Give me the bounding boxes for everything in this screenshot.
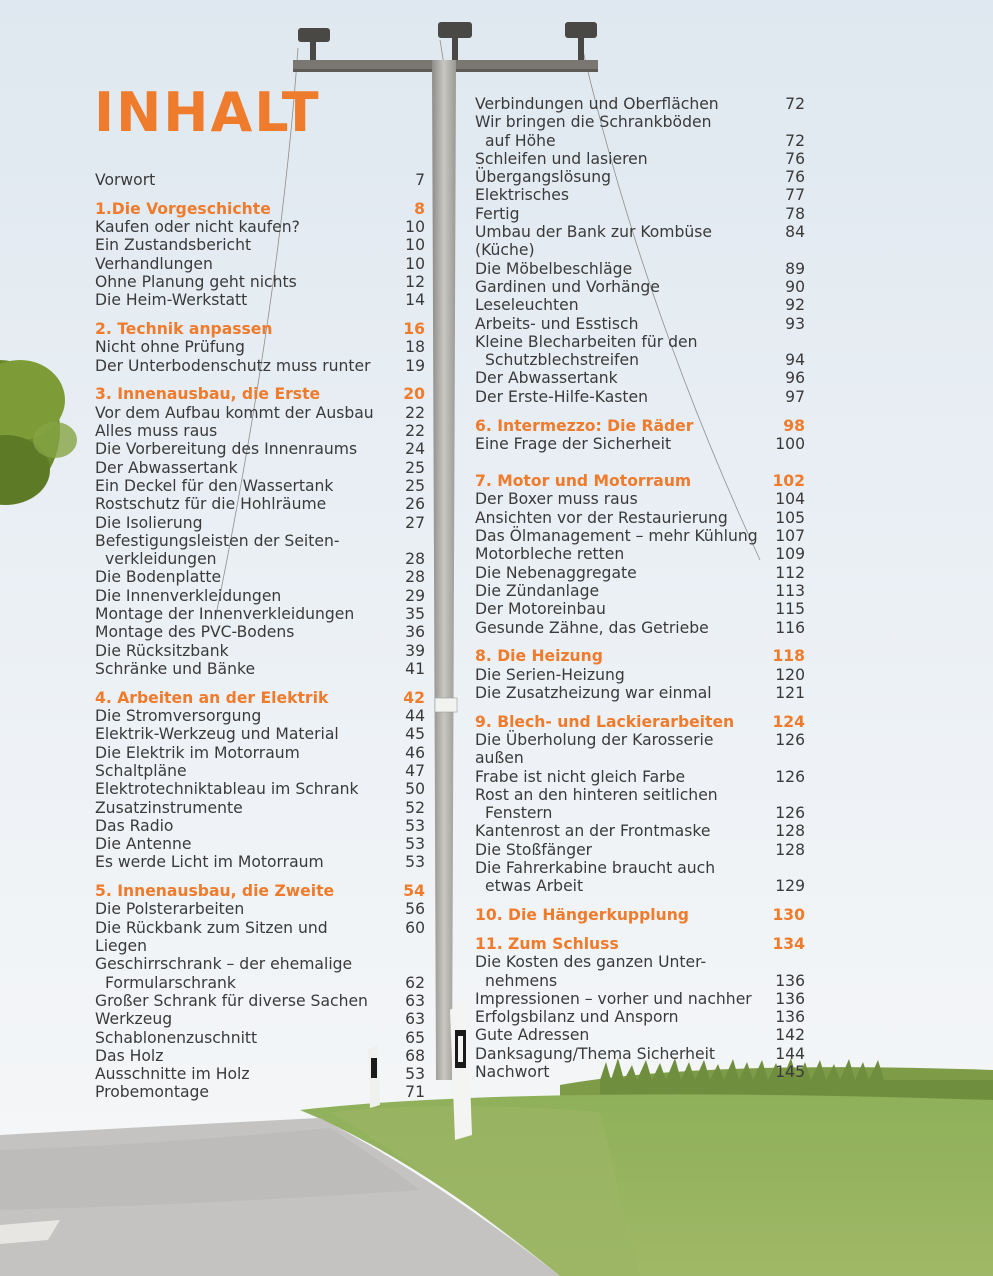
toc-page-number: 62 bbox=[405, 973, 425, 992]
toc-entry bbox=[95, 532, 425, 550]
toc-entry bbox=[475, 1026, 805, 1044]
toc-entry bbox=[475, 223, 805, 260]
toc-entry bbox=[95, 422, 425, 440]
toc-entry bbox=[95, 605, 425, 623]
toc-entry bbox=[95, 623, 425, 641]
toc-entry bbox=[475, 351, 805, 369]
toc-page-number: 97 bbox=[785, 387, 805, 406]
toc-entry-title: Die Zündanlage bbox=[475, 581, 600, 600]
toc-page-number: 77 bbox=[785, 186, 805, 205]
toc-entry-title: Der Abwassertank bbox=[95, 458, 238, 477]
toc-entry-title: Schränke und Bänke bbox=[95, 659, 256, 678]
toc-page-number: 18 bbox=[405, 338, 425, 357]
toc-entry-title: Die Innenverkleidungen bbox=[95, 586, 282, 605]
toc-entry-title: Ohne Planung geht nichts bbox=[95, 272, 297, 291]
toc-page-number: 16 bbox=[403, 320, 425, 339]
toc-page-number: 124 bbox=[772, 712, 805, 731]
toc-page-number: 28 bbox=[405, 550, 425, 569]
toc-page-number: 104 bbox=[775, 490, 805, 509]
toc-page-number: 44 bbox=[405, 707, 425, 726]
toc-page-number: 136 bbox=[775, 989, 805, 1008]
toc-entry bbox=[475, 260, 805, 278]
toc-entry bbox=[475, 150, 805, 168]
toc-entry bbox=[95, 255, 425, 273]
toc-page-number: 129 bbox=[775, 877, 805, 896]
toc-entry bbox=[95, 514, 425, 532]
toc-entry bbox=[475, 527, 805, 545]
toc-page-number: 53 bbox=[405, 853, 425, 872]
toc-entry-title: Werkzeug bbox=[95, 1010, 173, 1029]
toc-entry bbox=[475, 545, 805, 563]
toc-entry bbox=[475, 333, 805, 351]
toc-entry bbox=[95, 642, 425, 660]
toc-entry bbox=[475, 388, 805, 406]
toc-chapter bbox=[475, 417, 805, 435]
toc-entry bbox=[475, 315, 805, 333]
toc-page-number: 142 bbox=[775, 1026, 805, 1045]
toc-entry bbox=[475, 296, 805, 314]
toc-entry bbox=[95, 440, 425, 458]
toc-entry-title: Kleine Blecharbeiten für den bbox=[475, 332, 698, 351]
toc-page-number: 136 bbox=[775, 1008, 805, 1027]
toc-entry-title: Kaufen oder nicht kaufen? bbox=[95, 218, 300, 237]
toc-entry bbox=[95, 568, 425, 586]
toc-page-number: 126 bbox=[775, 804, 805, 823]
toc-entry bbox=[475, 768, 805, 786]
toc-entry-title: Die Vorbereitung des Innenraums bbox=[95, 440, 358, 459]
toc-entry-title: Ein Zustandsbericht bbox=[95, 236, 252, 255]
toc-page-number: 92 bbox=[785, 296, 805, 315]
toc-page-number: 121 bbox=[775, 683, 805, 702]
toc-entry-title: Die Serien-Heizung bbox=[475, 665, 625, 684]
toc-page-number: 76 bbox=[785, 149, 805, 168]
toc-entry-title: Elektrisches bbox=[475, 186, 569, 205]
toc-page-number: 27 bbox=[405, 513, 425, 532]
toc-entry-title: Gute Adressen bbox=[475, 1026, 590, 1045]
toc-entry-title: Der Motoreinbau bbox=[475, 600, 606, 619]
toc-entry bbox=[475, 990, 805, 1008]
toc-entry-title: Verhandlungen bbox=[95, 254, 213, 273]
toc-entry bbox=[475, 731, 805, 768]
toc-entry-title: Impressionen – vorher und nachher bbox=[475, 989, 752, 1008]
toc-entry-title: Danksagung/Thema Sicherheit bbox=[475, 1044, 716, 1063]
toc-entry bbox=[475, 582, 805, 600]
toc-entry-title: Die Zusatzheizung war einmal bbox=[475, 683, 712, 702]
toc-entry-title: Vor dem Aufbau kommt der Ausbau bbox=[95, 403, 374, 422]
toc-entry bbox=[95, 218, 425, 236]
toc-entry bbox=[475, 786, 805, 804]
toc-entry bbox=[475, 1063, 805, 1081]
toc-entry-title: Leseleuchten bbox=[475, 296, 579, 315]
toc-entry bbox=[475, 859, 805, 877]
toc-entry-title: Es werde Licht im Motorraum bbox=[95, 853, 324, 872]
toc-chapter bbox=[475, 472, 805, 490]
toc-entry bbox=[95, 992, 425, 1010]
toc-entry bbox=[95, 550, 425, 568]
toc-entry bbox=[95, 900, 425, 918]
toc-entry-title: Alles muss raus bbox=[95, 422, 218, 441]
toc-entry bbox=[95, 799, 425, 817]
toc-entry-title: Schablonenzuschnitt bbox=[95, 1028, 258, 1047]
toc-entry bbox=[95, 762, 425, 780]
toc-entry bbox=[95, 236, 425, 254]
toc-entry bbox=[475, 95, 805, 113]
toc-entry-title: Kantenrost an der Frontmaske bbox=[475, 822, 711, 841]
toc-chapter bbox=[475, 906, 805, 924]
toc-page-number: 136 bbox=[775, 971, 805, 990]
toc-entry bbox=[95, 817, 425, 835]
toc-page-number: 60 bbox=[405, 918, 425, 937]
toc-entry bbox=[95, 291, 425, 309]
toc-entry bbox=[95, 725, 425, 743]
toc-chapter bbox=[95, 689, 425, 707]
toc-entry-title: Die Polsterarbeiten bbox=[95, 900, 245, 919]
toc-page-number: 78 bbox=[785, 204, 805, 223]
toc-entry-title: Die Antenne bbox=[95, 835, 192, 854]
toc-page-number: 10 bbox=[405, 218, 425, 237]
toc-page-number: 128 bbox=[775, 840, 805, 859]
toc-entry-title: Eine Frage der Sicherheit bbox=[475, 434, 672, 453]
toc-page-number: 90 bbox=[785, 277, 805, 296]
toc-page-number: 53 bbox=[405, 835, 425, 854]
toc-page-number: 145 bbox=[775, 1063, 805, 1082]
toc-page-number: 54 bbox=[403, 882, 425, 901]
toc-entry-title: Elektrik-Werkzeug und Material bbox=[95, 725, 339, 744]
toc-entry-title: Die Elektrik im Motorraum bbox=[95, 743, 300, 762]
toc-page-number: 19 bbox=[405, 356, 425, 375]
toc-page-number: 84 bbox=[785, 223, 805, 242]
toc-page-number: 134 bbox=[772, 934, 805, 953]
toc-page-number: 105 bbox=[775, 508, 805, 527]
toc-page-number: 130 bbox=[772, 906, 805, 925]
toc-page-number: 109 bbox=[775, 545, 805, 564]
page-title: INHALT bbox=[94, 81, 321, 144]
toc-entry bbox=[475, 205, 805, 223]
toc-page-number: 47 bbox=[405, 761, 425, 780]
toc-entry-title: Schaltpläne bbox=[95, 761, 187, 780]
toc-page-number: 94 bbox=[785, 351, 805, 370]
toc-page-number: 36 bbox=[405, 623, 425, 642]
toc-page-number: 10 bbox=[405, 254, 425, 273]
toc-entry-title: 2. Technik anpassen bbox=[95, 320, 273, 339]
toc-page-number: 35 bbox=[405, 605, 425, 624]
toc-entry-title: Rostschutz für die Hohlräume bbox=[95, 495, 327, 514]
toc-page-number: 53 bbox=[405, 1065, 425, 1084]
toc-entry-title: Das Ölmanagement – mehr Kühlung bbox=[475, 527, 758, 546]
toc-entry bbox=[475, 490, 805, 508]
toc-entry-title: Nicht ohne Prüfung bbox=[95, 338, 245, 357]
toc-entry-title: Die Rückbank zum Sitzen und Liegen bbox=[95, 918, 328, 956]
toc-entry bbox=[475, 278, 805, 296]
toc-entry-title: Ausschnitte im Holz bbox=[95, 1065, 250, 1084]
toc-entry-title: Zusatzinstrumente bbox=[95, 798, 243, 817]
toc-page-number: 14 bbox=[405, 291, 425, 310]
toc-entry-title: Vorwort bbox=[95, 171, 156, 189]
toc-page-number: 115 bbox=[775, 600, 805, 619]
toc-entry bbox=[475, 877, 805, 895]
toc-entry bbox=[475, 822, 805, 840]
toc-page-number: 112 bbox=[775, 563, 805, 582]
toc-page-number: 76 bbox=[785, 168, 805, 187]
toc-entry bbox=[95, 853, 425, 871]
toc-entry-title: Gardinen und Vorhänge bbox=[475, 277, 660, 296]
toc-entry-title: Geschirrschrank – der ehemalige bbox=[95, 955, 353, 974]
toc-entry-title: 11. Zum Schluss bbox=[475, 934, 619, 953]
toc-entry-title: 9. Blech- und Lackierarbeiten bbox=[475, 712, 735, 731]
toc-entry bbox=[475, 600, 805, 618]
toc-entry-title: Die Stromversorgung bbox=[95, 707, 262, 726]
toc-page-number: 116 bbox=[775, 618, 805, 637]
toc-page-number: 63 bbox=[405, 991, 425, 1010]
toc-entry bbox=[475, 168, 805, 186]
toc-page-number: 98 bbox=[783, 416, 805, 435]
toc-entry bbox=[475, 369, 805, 387]
toc-entry-title: Die Rücksitzbank bbox=[95, 641, 229, 660]
toc-page-number: 12 bbox=[405, 272, 425, 291]
toc-entry-title: Motorbleche retten bbox=[475, 545, 625, 564]
toc-entry-title: 5. Innenausbau, die Zweite bbox=[95, 882, 335, 901]
toc-page-number: 126 bbox=[775, 731, 805, 749]
toc-entry-title: 7. Motor und Motorraum bbox=[475, 472, 692, 491]
toc-entry-title: Großer Schrank für diverse Sachen bbox=[95, 991, 368, 1010]
toc-page-number: 29 bbox=[405, 586, 425, 605]
toc-entry bbox=[95, 1047, 425, 1065]
toc-entry bbox=[475, 619, 805, 637]
toc-page-number: 93 bbox=[785, 314, 805, 333]
toc-entry-title: verkleidungen bbox=[105, 550, 217, 569]
toc-page-number: 53 bbox=[405, 816, 425, 835]
toc-page-number: 45 bbox=[405, 725, 425, 744]
toc-entry-title: Montage der Innenverkleidungen bbox=[95, 605, 355, 624]
toc-entry-title: Umbau der Bank zur Kombüse (Küche) bbox=[475, 223, 712, 260]
toc-entry-title: Die Isolierung bbox=[95, 513, 203, 532]
toc-entry-title: Erfolgsbilanz und Ansporn bbox=[475, 1008, 679, 1027]
toc-entry-title: Elektrotechniktableau im Schrank bbox=[95, 780, 359, 799]
toc-entry bbox=[475, 1008, 805, 1026]
toc-entry bbox=[475, 132, 805, 150]
toc-entry-title: Probemontage bbox=[95, 1083, 210, 1102]
toc-page-number: 25 bbox=[405, 476, 425, 495]
toc-entry-title: 3. Innenausbau, die Erste bbox=[95, 385, 321, 404]
toc-page-number: 46 bbox=[405, 743, 425, 762]
toc-entry-title: Die Bodenplatte bbox=[95, 568, 222, 587]
toc-page-number: 52 bbox=[405, 798, 425, 817]
toc-entry bbox=[95, 357, 425, 375]
toc-entry-title: Die Fahrerkabine braucht auch bbox=[475, 859, 716, 878]
toc-entry bbox=[95, 1083, 425, 1101]
toc-entry bbox=[95, 974, 425, 992]
toc-page-number: 56 bbox=[405, 900, 425, 919]
toc-entry bbox=[95, 780, 425, 798]
toc-entry bbox=[95, 495, 425, 513]
toc-entry-title: Der Erste-Hilfe-Kasten bbox=[475, 387, 649, 406]
toc-entry bbox=[475, 841, 805, 859]
toc-entry bbox=[95, 744, 425, 762]
toc-entry bbox=[475, 666, 805, 684]
toc-page-number: 118 bbox=[772, 647, 805, 666]
toc-page-number: 72 bbox=[785, 95, 805, 113]
toc-page-number: 96 bbox=[785, 369, 805, 388]
toc-entry bbox=[95, 1065, 425, 1083]
toc-entry-title: nehmens bbox=[485, 971, 558, 990]
toc-page-number: 8 bbox=[414, 199, 425, 218]
toc-entry bbox=[95, 707, 425, 725]
toc-page-number: 20 bbox=[403, 385, 425, 404]
toc-entry bbox=[95, 1029, 425, 1047]
toc-page-number: 50 bbox=[405, 780, 425, 799]
toc-entry bbox=[475, 435, 805, 453]
toc-entry bbox=[95, 459, 425, 477]
toc-entry bbox=[95, 955, 425, 973]
toc-entry-title: Ansichten vor der Restaurierung bbox=[475, 508, 728, 527]
toc-entry bbox=[475, 113, 805, 131]
toc-entry-title: Rost an den hinteren seitlichen bbox=[475, 785, 718, 804]
toc-chapter bbox=[95, 385, 425, 403]
toc-entry-title: Das Holz bbox=[95, 1046, 164, 1065]
toc-chapter bbox=[475, 647, 805, 665]
toc-entry-title: Die Stoßfänger bbox=[475, 840, 593, 859]
toc-page-number: 68 bbox=[405, 1046, 425, 1065]
toc-page-number: 22 bbox=[405, 403, 425, 422]
toc-page-number: 128 bbox=[775, 822, 805, 841]
toc-entry bbox=[475, 564, 805, 582]
toc-entry-title: Arbeits- und Esstisch bbox=[475, 314, 639, 333]
toc-entry bbox=[95, 273, 425, 291]
toc-page-number: 7 bbox=[415, 171, 425, 189]
toc-entry bbox=[95, 587, 425, 605]
toc-entry-title: 4. Arbeiten an der Elektrik bbox=[95, 688, 329, 707]
toc-page-number: 65 bbox=[405, 1028, 425, 1047]
toc-page-number: 126 bbox=[775, 767, 805, 786]
toc-entry-title: 1.Die Vorgeschichte bbox=[95, 199, 271, 218]
toc-page-number: 41 bbox=[405, 659, 425, 678]
toc-page-number: 100 bbox=[775, 434, 805, 453]
toc-entry-title: Schleifen und lasieren bbox=[475, 149, 648, 168]
toc-entry-title: Wir bringen die Schrankböden bbox=[475, 113, 712, 132]
toc-entry-title: auf Höhe bbox=[485, 131, 556, 150]
toc-entry-title: Die Kosten des ganzen Unter- bbox=[475, 953, 707, 972]
toc-entry bbox=[475, 186, 805, 204]
toc-entry bbox=[475, 972, 805, 990]
toc-page-number: 39 bbox=[405, 641, 425, 660]
toc-entry-title: Die Möbelbeschläge bbox=[475, 259, 633, 278]
toc-entry bbox=[95, 660, 425, 678]
toc-page-number: 24 bbox=[405, 440, 425, 459]
toc-entry bbox=[475, 953, 805, 971]
toc-entry-title: Der Boxer muss raus bbox=[475, 490, 638, 509]
toc-page-number: 26 bbox=[405, 495, 425, 514]
toc-page-number: 113 bbox=[775, 581, 805, 600]
toc-entry-title: Formularschrank bbox=[105, 973, 236, 992]
toc-entry-title: Fertig bbox=[475, 204, 520, 223]
toc-left-column bbox=[95, 171, 425, 1102]
toc-page-number: 120 bbox=[775, 665, 805, 684]
toc-entry-title: Der Abwassertank bbox=[475, 369, 618, 388]
toc-page-number: 89 bbox=[785, 259, 805, 278]
toc-entry bbox=[475, 684, 805, 702]
toc-entry-title: etwas Arbeit bbox=[485, 877, 584, 896]
toc-entry bbox=[95, 477, 425, 495]
toc-entry bbox=[95, 835, 425, 853]
toc-entry-title: Ein Deckel für den Wassertank bbox=[95, 476, 334, 495]
toc-chapter bbox=[95, 320, 425, 338]
toc-entry bbox=[475, 804, 805, 822]
toc-page-number: 107 bbox=[775, 527, 805, 546]
toc-entry bbox=[475, 509, 805, 527]
toc-chapter bbox=[95, 882, 425, 900]
toc-entry-title: Frabe ist nicht gleich Farbe bbox=[475, 767, 686, 786]
toc-entry bbox=[95, 919, 425, 956]
toc-right-column bbox=[475, 95, 805, 1081]
toc-page-number: 22 bbox=[405, 422, 425, 441]
toc-entry-title: Nachwort bbox=[475, 1063, 550, 1082]
toc-chapter bbox=[475, 935, 805, 953]
toc-entry bbox=[95, 171, 425, 189]
toc-entry-title: Schutzblechstreifen bbox=[485, 351, 640, 370]
toc-page-number: 42 bbox=[403, 688, 425, 707]
toc-chapter bbox=[95, 200, 425, 218]
toc-page-number: 72 bbox=[785, 131, 805, 150]
toc-entry-title: 8. Die Heizung bbox=[475, 647, 603, 666]
toc-entry-title: Der Unterbodenschutz muss runter bbox=[95, 356, 371, 375]
toc-page-number: 102 bbox=[772, 472, 805, 491]
toc-entry-title: Fenstern bbox=[485, 804, 553, 823]
toc-entry-title: Die Überholung der Karosserie außen bbox=[475, 731, 714, 768]
toc-page-number: 71 bbox=[405, 1083, 425, 1102]
toc-page-number: 28 bbox=[405, 568, 425, 587]
toc-entry-title: Die Heim-Werkstatt bbox=[95, 291, 248, 310]
toc-entry-title: 6. Intermezzo: Die Räder bbox=[475, 416, 694, 435]
toc-entry-title: Befestigungsleisten der Seiten- bbox=[95, 531, 340, 550]
toc-entry-title: 10. Die Hängerkupplung bbox=[475, 906, 689, 925]
toc-entry-title: Gesunde Zähne, das Getriebe bbox=[475, 618, 709, 637]
toc-entry-title: Die Nebenaggregate bbox=[475, 563, 637, 582]
toc-page-number: 10 bbox=[405, 236, 425, 255]
toc-entry-title: Das Radio bbox=[95, 816, 174, 835]
toc-entry bbox=[95, 404, 425, 422]
toc-entry-title: Montage des PVC-Bodens bbox=[95, 623, 295, 642]
toc-entry-title: Übergangslösung bbox=[475, 168, 612, 187]
toc-page-number: 63 bbox=[405, 1010, 425, 1029]
toc-entry bbox=[95, 338, 425, 356]
toc-entry bbox=[95, 1010, 425, 1028]
toc-chapter bbox=[475, 713, 805, 731]
toc-page-number: 25 bbox=[405, 458, 425, 477]
toc-entry-title: Verbindungen und Oberflächen bbox=[475, 95, 719, 113]
toc-entry bbox=[475, 1045, 805, 1063]
toc-page-number: 144 bbox=[775, 1044, 805, 1063]
